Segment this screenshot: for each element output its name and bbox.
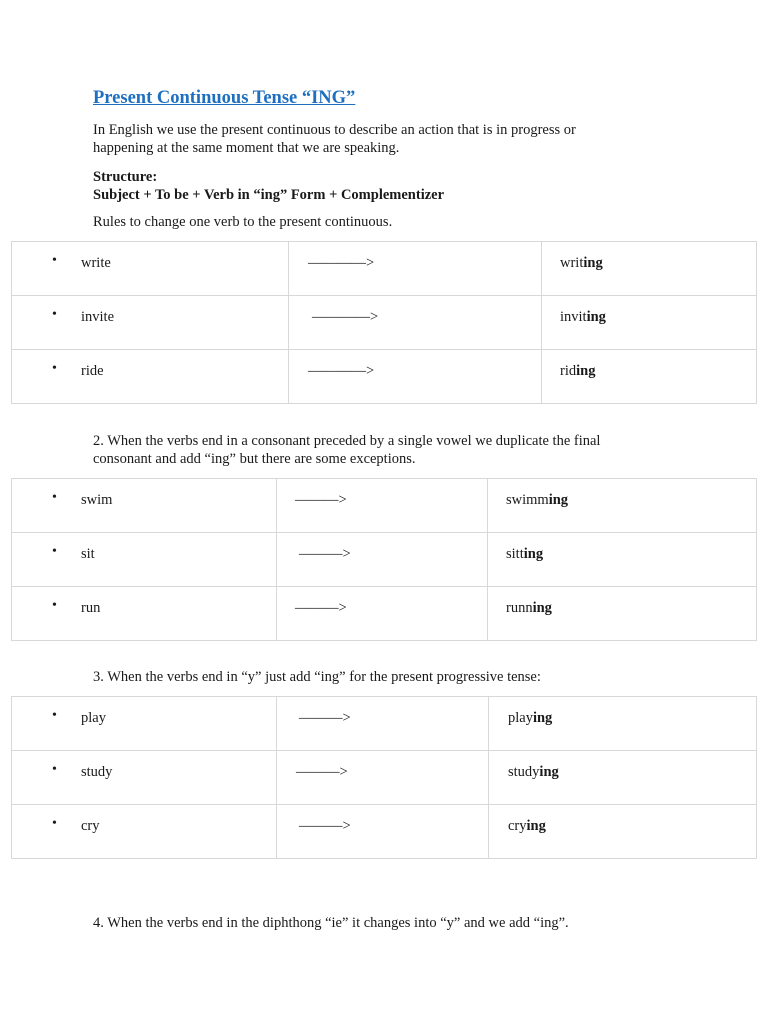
arrow-cell [289, 296, 542, 350]
verb-stem: play [508, 710, 533, 726]
rules-intro: Rules to change one verb to the present continuous. [93, 214, 393, 230]
verb-cell [12, 805, 277, 859]
table-row [12, 533, 757, 587]
verb-stem: study [508, 764, 540, 780]
base-verb: sit [81, 546, 95, 562]
verb-stem: cry [508, 818, 527, 834]
verb-stem: invit [560, 309, 587, 325]
verb-stem: sitt [506, 546, 524, 562]
arrow-cell [289, 242, 542, 296]
arrow-cell [277, 587, 488, 641]
table-row [12, 296, 757, 350]
base-verb: invite [81, 309, 115, 325]
table-row [12, 805, 757, 859]
ing-form [560, 255, 603, 272]
ing-suffix: ing [576, 363, 596, 379]
ing-suffix: ing [526, 818, 546, 834]
result-cell [488, 533, 757, 587]
arrow: ———> [299, 818, 351, 834]
bullet-icon: • [52, 816, 57, 831]
verb-table-2 [11, 478, 757, 641]
table-row [12, 242, 757, 296]
verb-cell [12, 697, 277, 751]
rule-3: 3. When the verbs end in “y” just add “ing” for the present progressive tense: [93, 669, 541, 685]
result-cell [489, 697, 757, 751]
intro-line-1: In English we use the present continuous to describe an action that is in progress or [93, 122, 576, 138]
arrow-cell [277, 533, 488, 587]
arrow: ———> [296, 764, 348, 780]
verb-stem: rid [560, 363, 577, 379]
page-title: Present Continuous Tense “ING” [93, 88, 356, 108]
bullet-icon: • [52, 490, 57, 505]
ing-form [508, 710, 552, 727]
verb-cell [12, 350, 289, 404]
table-row [12, 479, 757, 533]
table-row [12, 587, 757, 641]
ing-form [508, 818, 546, 835]
verb-stem: runn [506, 600, 533, 616]
ing-form [506, 546, 543, 563]
rule-4: 4. When the verbs end in the diphthong “ie” it changes into “y” and we add “ing”. [93, 915, 569, 931]
verb-stem: swimm [506, 492, 549, 508]
bullet-icon: • [52, 361, 57, 376]
ing-form [560, 309, 606, 326]
structure-label: Structure: [93, 169, 158, 185]
result-cell [489, 751, 757, 805]
arrow: ———> [299, 710, 351, 726]
result-cell [542, 242, 757, 296]
arrow: ———> [295, 492, 347, 508]
intro-line-2: happening at the same moment that we are speaking. [93, 140, 400, 156]
arrow: ————> [308, 363, 375, 379]
arrow: ————> [312, 309, 379, 325]
verb-cell [12, 242, 289, 296]
rule-2-line-1: 2. When the verbs end in a consonant preceded by a single vowel we duplicate the final [93, 433, 601, 449]
structure-formula: Subject + To be + Verb in “ing” Form + Complementizer [93, 187, 445, 203]
table-row [12, 697, 757, 751]
table-row [12, 751, 757, 805]
arrow-cell [289, 350, 542, 404]
bullet-icon: • [52, 544, 57, 559]
base-verb: swim [81, 492, 113, 508]
bullet-icon: • [52, 708, 57, 723]
ing-form [508, 764, 559, 781]
ing-suffix: ing [583, 255, 603, 271]
arrow: ———> [295, 600, 347, 616]
base-verb: study [81, 764, 113, 780]
verb-cell [12, 296, 289, 350]
arrow-cell [277, 805, 489, 859]
bullet-icon: • [52, 762, 57, 777]
ing-form [506, 600, 552, 617]
base-verb: cry [81, 818, 100, 834]
ing-suffix: ing [586, 309, 606, 325]
base-verb: play [81, 710, 106, 726]
base-verb: write [81, 255, 111, 271]
arrow-cell [277, 751, 489, 805]
arrow: ———> [299, 546, 351, 562]
ing-form [560, 363, 595, 380]
bullet-icon: • [52, 598, 57, 613]
verb-table-3 [11, 696, 757, 859]
result-cell [488, 587, 757, 641]
arrow-cell [277, 697, 489, 751]
base-verb: run [81, 600, 101, 616]
ing-suffix: ing [532, 600, 552, 616]
verb-cell [12, 533, 277, 587]
verb-cell [12, 751, 277, 805]
ing-suffix: ing [539, 764, 559, 780]
result-cell [489, 805, 757, 859]
ing-suffix: ing [523, 546, 544, 562]
result-cell [488, 479, 757, 533]
bullet-icon: • [52, 253, 57, 268]
ing-suffix: ing [548, 492, 569, 508]
bullet-icon: • [52, 307, 57, 322]
verb-cell [12, 479, 277, 533]
rule-2-line-2: consonant and add “ing” but there are some exceptions. [93, 451, 416, 467]
table-row [12, 350, 757, 404]
result-cell [542, 350, 757, 404]
verb-stem: writ [560, 255, 584, 271]
verb-table-1 [11, 241, 757, 404]
structure-block [93, 168, 444, 204]
arrow-cell [277, 479, 488, 533]
ing-suffix: ing [532, 710, 553, 726]
verb-cell [12, 587, 277, 641]
result-cell [542, 296, 757, 350]
ing-form [506, 492, 568, 509]
base-verb: ride [81, 363, 104, 379]
rule-2 [93, 432, 600, 468]
arrow: ————> [308, 255, 375, 271]
intro-paragraph [93, 121, 576, 157]
